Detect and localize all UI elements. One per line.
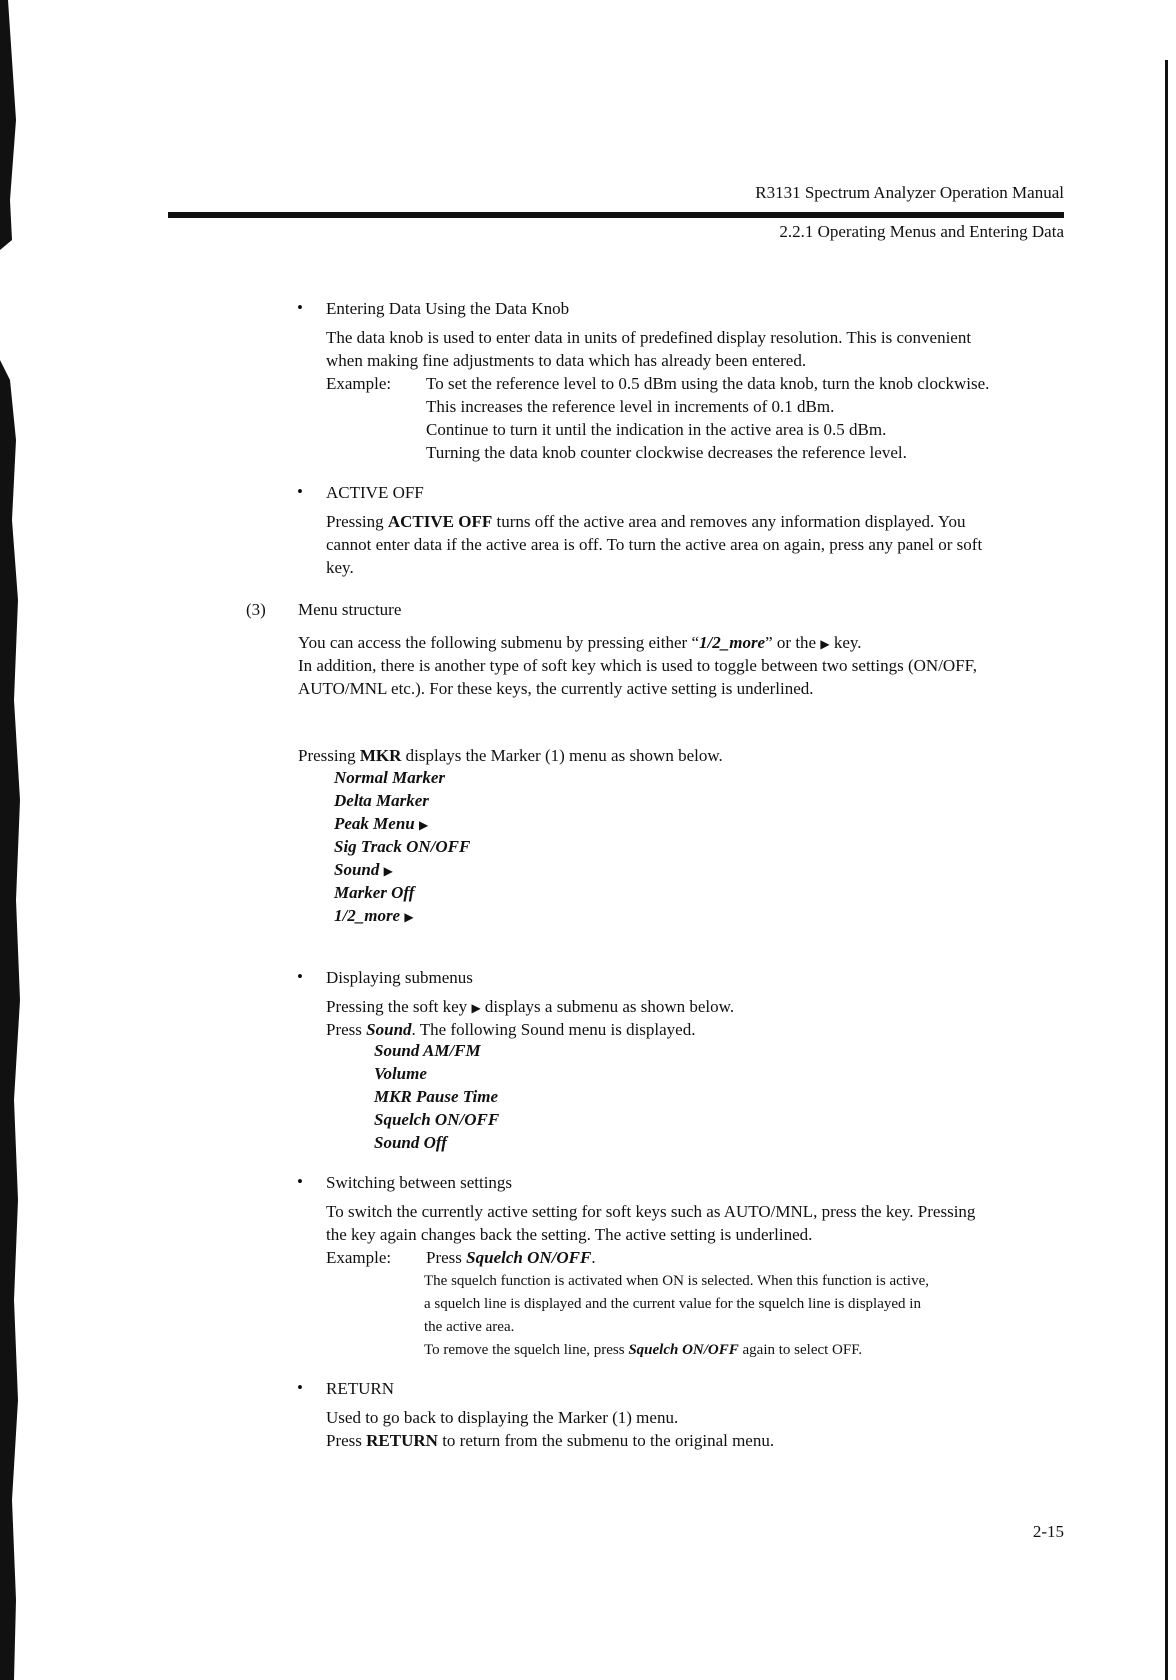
- menu-item: Normal Marker: [334, 768, 445, 787]
- paragraph-line: Press Sound. The following Sound menu is displayed.: [326, 1020, 696, 1039]
- bullet: •: [297, 967, 303, 986]
- menu-item: Sig Track ON/OFF: [334, 837, 471, 856]
- paragraph-line: key.: [326, 558, 354, 577]
- menu-item: Volume: [374, 1064, 427, 1083]
- bullet: •: [297, 1172, 303, 1191]
- menu-item: Peak Menu ▶: [334, 814, 429, 833]
- paragraph-line: the key again changes back the setting. The active setting is underlined.: [326, 1225, 813, 1244]
- example-line: Turning the data knob counter clockwise decreases the reference level.: [426, 443, 907, 462]
- switching-heading: Switching between settings: [326, 1173, 513, 1192]
- menu-item: Delta Marker: [334, 791, 429, 810]
- paragraph-line: The data knob is used to enter data in units of predefined display resolution. This is convenient: [326, 328, 972, 347]
- manual-title: R3131 Spectrum Analyzer Operation Manual: [755, 183, 1064, 202]
- menu-item: Sound Off: [374, 1133, 447, 1152]
- paragraph-line: cannot enter data if the active area is off. To turn the active area on again, press any panel or soft: [326, 535, 983, 554]
- menu-item: 1/2_more ▶: [334, 906, 414, 925]
- bullet: •: [297, 298, 303, 317]
- menu-item: Marker Off: [334, 883, 415, 902]
- menu-structure-heading: Menu structure: [298, 600, 402, 619]
- play-arrow-icon: ▶: [383, 864, 393, 878]
- scan-edge-left: [0, 0, 22, 1680]
- key-name: 1/2_more: [699, 633, 766, 652]
- menu-item: Squelch ON/OFF: [374, 1110, 500, 1129]
- active-off-heading: ACTIVE OFF: [326, 483, 424, 502]
- example-line: Continue to turn it until the indication in the active area is 0.5 dBm.: [426, 420, 887, 439]
- paragraph-line: To switch the currently active setting for soft keys such as AUTO/MNL, press the key. Pressing: [326, 1202, 976, 1221]
- data-knob-heading: Entering Data Using the Data Knob: [326, 299, 570, 318]
- menu-item: Sound AM/FM: [374, 1041, 481, 1060]
- description-line: To remove the squelch line, press Squelch ON/OFF again to select OFF.: [424, 1342, 863, 1358]
- play-arrow-icon: ▶: [419, 818, 429, 832]
- paragraph-line: Pressing ACTIVE OFF turns off the active area and removes any information displayed. You: [326, 512, 966, 531]
- description-line: the active area.: [424, 1319, 515, 1335]
- section-title: 2.2.1 Operating Menus and Entering Data: [779, 222, 1064, 241]
- key-name: MKR: [359, 746, 402, 765]
- submenus-heading: Displaying submenus: [326, 968, 473, 987]
- key-name: Squelch ON/OFF: [628, 1342, 739, 1358]
- paragraph-line: You can access the following submenu by pressing either “1/2_more” or the ▶ key.: [298, 633, 862, 652]
- key-name: ACTIVE OFF: [387, 512, 493, 531]
- paragraph-line: Used to go back to displaying the Marker (1) menu.: [326, 1408, 679, 1427]
- description-line: The squelch function is activated when ON is selected. When this function is active,: [424, 1273, 929, 1289]
- paragraph-line: In addition, there is another type of soft key which is used to toggle between two settings (ON/OFF,: [298, 656, 977, 675]
- bullet: •: [297, 1378, 303, 1397]
- paragraph-line: Press RETURN to return from the submenu to the original menu.: [326, 1431, 775, 1450]
- marker-menu-intro: Pressing MKR displays the Marker (1) menu as shown below.: [298, 746, 723, 765]
- bullet: •: [297, 482, 303, 501]
- section-number: (3): [246, 600, 266, 619]
- paragraph-line: Pressing the soft key ▶ displays a submenu as shown below.: [326, 997, 735, 1016]
- key-name: Squelch ON/OFF: [466, 1248, 592, 1267]
- key-name: Sound: [366, 1020, 412, 1039]
- description-line: a squelch line is displayed and the current value for the squelch line is displayed in: [424, 1296, 921, 1312]
- menu-item: Sound ▶: [334, 860, 393, 879]
- example-line: Press Squelch ON/OFF.: [426, 1248, 596, 1267]
- play-arrow-icon: ▶: [820, 637, 830, 651]
- paragraph-line: AUTO/MNL etc.). For these keys, the currently active setting is underlined.: [298, 679, 814, 698]
- scan-edge-right: [1165, 60, 1168, 1680]
- example-line: This increases the reference level in increments of 0.1 dBm.: [426, 397, 835, 416]
- example-label: Example:: [326, 1248, 392, 1267]
- key-name: RETURN: [366, 1431, 438, 1450]
- paragraph-line: when making fine adjustments to data which has already been entered.: [326, 351, 807, 370]
- return-heading: RETURN: [326, 1379, 394, 1398]
- page-number: 2-15: [1032, 1522, 1064, 1541]
- example-label: Example:: [326, 374, 392, 393]
- example-line: To set the reference level to 0.5 dBm using the data knob, turn the knob clockwise.: [426, 374, 990, 393]
- play-arrow-icon: ▶: [471, 1001, 481, 1015]
- menu-item: MKR Pause Time: [374, 1087, 499, 1106]
- header-rule: [168, 212, 1064, 218]
- play-arrow-icon: ▶: [404, 910, 414, 924]
